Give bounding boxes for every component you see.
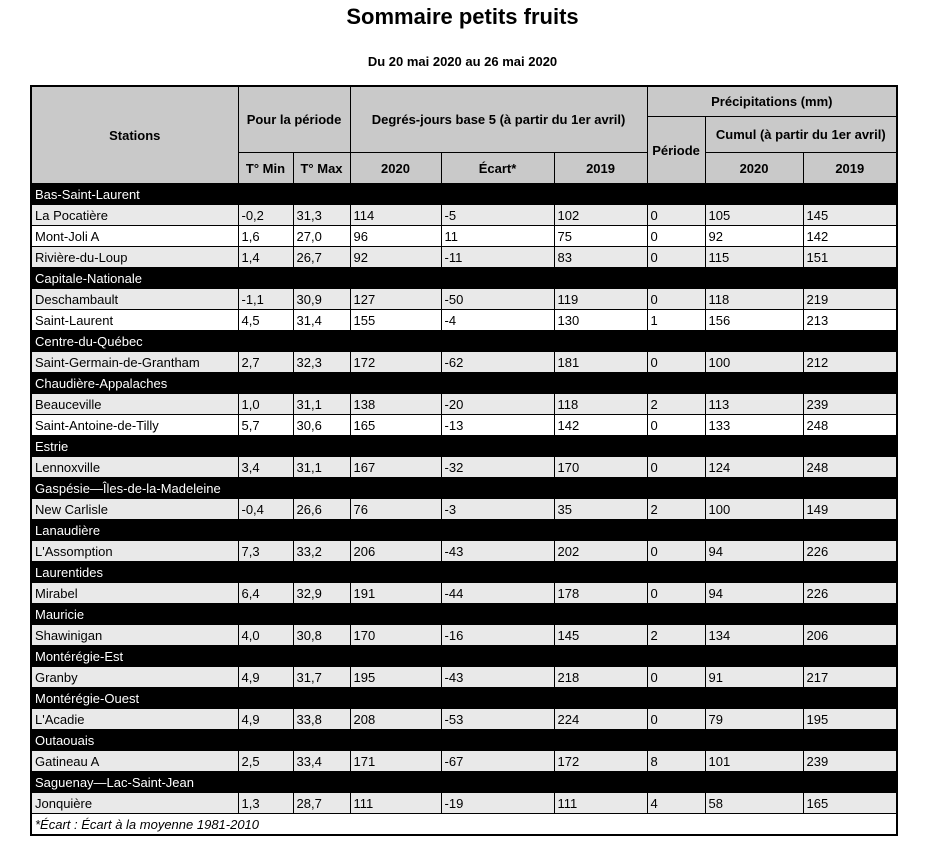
cell-precip-periode: 0 (647, 247, 705, 268)
cell-cumul-2020: 133 (705, 415, 803, 436)
cell-cumul-2020: 100 (705, 352, 803, 373)
cell-cumul-2019: 248 (803, 415, 897, 436)
cell-precip-periode: 4 (647, 793, 705, 814)
cell-precip-periode: 0 (647, 289, 705, 310)
cell-dj-2020: 127 (350, 289, 441, 310)
cell-t-min: 7,3 (238, 541, 293, 562)
cell-dj-2020: 155 (350, 310, 441, 331)
cell-dj-2019: 202 (554, 541, 647, 562)
cell-dj-2020: 170 (350, 625, 441, 646)
cell-precip-periode: 1 (647, 310, 705, 331)
cell-cumul-2019: 217 (803, 667, 897, 688)
cell-dj-2019: 170 (554, 457, 647, 478)
cell-precip-periode: 0 (647, 667, 705, 688)
table-header (31, 86, 897, 184)
cell-cumul-2019: 149 (803, 499, 897, 520)
cell-cumul-2019: 165 (803, 793, 897, 814)
cell-cumul-2020: 92 (705, 226, 803, 247)
cell-dj-2019: 172 (554, 751, 647, 772)
cell-t-min: 4,9 (238, 667, 293, 688)
station-name: Gatineau A (31, 751, 238, 772)
cell-dj-ecart: -53 (441, 709, 554, 730)
region-name: Laurentides (31, 562, 897, 583)
cell-t-min: 6,4 (238, 583, 293, 604)
cell-t-max: 30,6 (293, 415, 350, 436)
cell-dj-2019: 83 (554, 247, 647, 268)
cell-cumul-2019: 213 (803, 310, 897, 331)
cell-cumul-2019: 239 (803, 394, 897, 415)
cell-precip-periode: 0 (647, 205, 705, 226)
station-name: Lennoxville (31, 457, 238, 478)
cell-cumul-2020: 58 (705, 793, 803, 814)
station-name: Rivière-du-Loup (31, 247, 238, 268)
station-name: Jonquière (31, 793, 238, 814)
cell-cumul-2019: 142 (803, 226, 897, 247)
station-row (31, 205, 897, 226)
station-row (31, 310, 897, 331)
cell-dj-2019: 130 (554, 310, 647, 331)
cell-t-max: 28,7 (293, 793, 350, 814)
cell-dj-2020: 172 (350, 352, 441, 373)
cell-t-max: 32,3 (293, 352, 350, 373)
cell-dj-ecart: -67 (441, 751, 554, 772)
station-row (31, 289, 897, 310)
cell-dj-ecart: -43 (441, 667, 554, 688)
cell-dj-2019: 181 (554, 352, 647, 373)
cell-cumul-2020: 91 (705, 667, 803, 688)
region-row (31, 688, 897, 709)
col-header-dj-2019: 2019 (554, 153, 647, 184)
cell-dj-2020: 138 (350, 394, 441, 415)
cell-precip-periode: 2 (647, 625, 705, 646)
cell-cumul-2020: 134 (705, 625, 803, 646)
col-header-dj-2020: 2020 (350, 153, 441, 184)
station-row (31, 352, 897, 373)
cell-cumul-2020: 101 (705, 751, 803, 772)
cell-dj-2019: 35 (554, 499, 647, 520)
cell-cumul-2020: 94 (705, 583, 803, 604)
cell-cumul-2019: 248 (803, 457, 897, 478)
cell-dj-ecart: -32 (441, 457, 554, 478)
cell-dj-2019: 224 (554, 709, 647, 730)
cell-cumul-2020: 124 (705, 457, 803, 478)
col-header-cumul-2019: 2019 (803, 153, 897, 184)
station-row (31, 751, 897, 772)
cell-t-min: 2,7 (238, 352, 293, 373)
station-name: Saint-Antoine-de-Tilly (31, 415, 238, 436)
cell-cumul-2020: 115 (705, 247, 803, 268)
cell-dj-2019: 75 (554, 226, 647, 247)
col-group-pour-la-periode: Pour la période (238, 86, 350, 153)
region-name: Centre-du-Québec (31, 331, 897, 352)
cell-precip-periode: 2 (647, 394, 705, 415)
cell-precip-periode: 8 (647, 751, 705, 772)
cell-cumul-2019: 239 (803, 751, 897, 772)
cell-cumul-2019: 212 (803, 352, 897, 373)
col-header-cumul-2020: 2020 (705, 153, 803, 184)
cell-dj-2019: 102 (554, 205, 647, 226)
cell-t-min: 5,7 (238, 415, 293, 436)
cell-t-max: 30,9 (293, 289, 350, 310)
page-title: Sommaire petits fruits (346, 4, 579, 29)
cell-cumul-2020: 100 (705, 499, 803, 520)
cell-dj-2019: 218 (554, 667, 647, 688)
station-row (31, 541, 897, 562)
cell-cumul-2019: 151 (803, 247, 897, 268)
cell-t-min: -0,2 (238, 205, 293, 226)
cell-t-max: 32,9 (293, 583, 350, 604)
cell-precip-periode: 0 (647, 226, 705, 247)
region-name: Estrie (31, 436, 897, 457)
region-name: Outaouais (31, 730, 897, 751)
cell-dj-ecart: -19 (441, 793, 554, 814)
region-name: Montérégie-Est (31, 646, 897, 667)
station-name: Saint-Germain-de-Grantham (31, 352, 238, 373)
station-row (31, 415, 897, 436)
station-row (31, 247, 897, 268)
cell-t-min: 3,4 (238, 457, 293, 478)
station-row (31, 709, 897, 730)
cell-t-max: 30,8 (293, 625, 350, 646)
station-name: New Carlisle (31, 499, 238, 520)
col-header-t-min: T° Min (238, 153, 293, 184)
cell-cumul-2020: 113 (705, 394, 803, 415)
station-row (31, 394, 897, 415)
cell-t-max: 31,4 (293, 310, 350, 331)
cell-dj-ecart: -3 (441, 499, 554, 520)
col-group-cumul: Cumul (à partir du 1er avril) (705, 117, 897, 153)
region-name: Saguenay—Lac-Saint-Jean (31, 772, 897, 793)
cell-dj-ecart: -62 (441, 352, 554, 373)
cell-t-min: -1,1 (238, 289, 293, 310)
station-name: Granby (31, 667, 238, 688)
cell-dj-2019: 145 (554, 625, 647, 646)
station-name: La Pocatière (31, 205, 238, 226)
region-name: Chaudière-Appalaches (31, 373, 897, 394)
cell-t-max: 33,4 (293, 751, 350, 772)
cell-t-min: 4,5 (238, 310, 293, 331)
station-row (31, 499, 897, 520)
region-name: Lanaudière (31, 520, 897, 541)
cell-cumul-2020: 79 (705, 709, 803, 730)
station-row (31, 625, 897, 646)
cell-cumul-2020: 105 (705, 205, 803, 226)
station-name: Saint-Laurent (31, 310, 238, 331)
region-name: Mauricie (31, 604, 897, 625)
cell-dj-2020: 96 (350, 226, 441, 247)
cell-precip-periode: 0 (647, 352, 705, 373)
region-row (31, 646, 897, 667)
cell-dj-2019: 118 (554, 394, 647, 415)
cell-t-max: 33,2 (293, 541, 350, 562)
cell-t-min: 1,3 (238, 793, 293, 814)
cell-dj-ecart: -5 (441, 205, 554, 226)
cell-dj-ecart: -44 (441, 583, 554, 604)
region-row (31, 604, 897, 625)
cell-t-max: 31,3 (293, 205, 350, 226)
cell-dj-ecart: -20 (441, 394, 554, 415)
cell-dj-ecart: 11 (441, 226, 554, 247)
station-name: L'Assomption (31, 541, 238, 562)
cell-dj-2020: 76 (350, 499, 441, 520)
station-name: Mirabel (31, 583, 238, 604)
cell-dj-ecart: -50 (441, 289, 554, 310)
station-name: L'Acadie (31, 709, 238, 730)
cell-precip-periode: 0 (647, 583, 705, 604)
cell-cumul-2019: 195 (803, 709, 897, 730)
station-row (31, 583, 897, 604)
cell-t-max: 31,7 (293, 667, 350, 688)
cell-t-max: 33,8 (293, 709, 350, 730)
cell-t-max: 31,1 (293, 457, 350, 478)
cell-dj-2020: 195 (350, 667, 441, 688)
cell-t-max: 27,0 (293, 226, 350, 247)
cell-dj-2019: 111 (554, 793, 647, 814)
station-name: Shawinigan (31, 625, 238, 646)
cell-dj-2019: 142 (554, 415, 647, 436)
cell-t-min: 4,9 (238, 709, 293, 730)
cell-dj-2020: 92 (350, 247, 441, 268)
cell-t-max: 31,1 (293, 394, 350, 415)
cell-dj-2020: 208 (350, 709, 441, 730)
cell-cumul-2019: 226 (803, 541, 897, 562)
cell-precip-periode: 2 (647, 499, 705, 520)
page-subtitle: Du 20 mai 2020 au 26 mai 2020 (367, 54, 558, 69)
cell-dj-2020: 165 (350, 415, 441, 436)
cell-precip-periode: 0 (647, 541, 705, 562)
cell-dj-2020: 171 (350, 751, 441, 772)
cell-t-min: 1,0 (238, 394, 293, 415)
cell-t-max: 26,7 (293, 247, 350, 268)
cell-precip-periode: 0 (647, 709, 705, 730)
cell-t-min: -0,4 (238, 499, 293, 520)
table-body (31, 184, 897, 836)
region-row (31, 268, 897, 289)
cell-cumul-2020: 94 (705, 541, 803, 562)
col-header-dj-ecart: Écart* (441, 153, 554, 184)
cell-dj-2019: 178 (554, 583, 647, 604)
cell-cumul-2019: 206 (803, 625, 897, 646)
region-row (31, 478, 897, 499)
cell-t-min: 1,4 (238, 247, 293, 268)
cell-cumul-2019: 226 (803, 583, 897, 604)
region-row (31, 730, 897, 751)
station-name: Deschambault (31, 289, 238, 310)
cell-dj-2020: 111 (350, 793, 441, 814)
station-row (31, 793, 897, 814)
region-name: Montérégie-Ouest (31, 688, 897, 709)
cell-t-min: 2,5 (238, 751, 293, 772)
col-header-t-max: T° Max (293, 153, 350, 184)
col-header-periode: Période (647, 117, 705, 184)
cell-dj-2020: 191 (350, 583, 441, 604)
cell-cumul-2019: 145 (803, 205, 897, 226)
col-group-degres-jours: Degrés-jours base 5 (à partir du 1er avril) (350, 86, 647, 153)
region-name: Gaspésie—Îles-de-la-Madeleine (31, 478, 897, 499)
cell-dj-ecart: -16 (441, 625, 554, 646)
cell-dj-ecart: -4 (441, 310, 554, 331)
station-row (31, 457, 897, 478)
region-row (31, 331, 897, 352)
cell-dj-2020: 206 (350, 541, 441, 562)
station-name: Beauceville (31, 394, 238, 415)
footnote-text: *Écart : Écart à la moyenne 1981-2010 (31, 814, 897, 836)
station-row (31, 226, 897, 247)
region-row (31, 184, 897, 205)
cell-cumul-2020: 156 (705, 310, 803, 331)
cell-dj-ecart: -13 (441, 415, 554, 436)
cell-precip-periode: 0 (647, 457, 705, 478)
cell-precip-periode: 0 (647, 415, 705, 436)
cell-dj-2020: 114 (350, 205, 441, 226)
weather-summary-table (30, 85, 898, 836)
cell-dj-2019: 119 (554, 289, 647, 310)
station-row (31, 667, 897, 688)
station-name: Mont-Joli A (31, 226, 238, 247)
cell-dj-2020: 167 (350, 457, 441, 478)
region-row (31, 373, 897, 394)
region-row (31, 562, 897, 583)
cell-dj-ecart: -43 (441, 541, 554, 562)
cell-cumul-2019: 219 (803, 289, 897, 310)
col-group-precipitations: Précipitations (mm) (647, 86, 897, 117)
region-name: Capitale-Nationale (31, 268, 897, 289)
cell-t-min: 1,6 (238, 226, 293, 247)
cell-cumul-2020: 118 (705, 289, 803, 310)
region-row (31, 772, 897, 793)
cell-t-min: 4,0 (238, 625, 293, 646)
region-row (31, 520, 897, 541)
footnote-row (31, 814, 897, 836)
cell-dj-ecart: -11 (441, 247, 554, 268)
col-header-stations: Stations (31, 86, 238, 184)
cell-t-max: 26,6 (293, 499, 350, 520)
region-name: Bas-Saint-Laurent (31, 184, 897, 205)
region-row (31, 436, 897, 457)
